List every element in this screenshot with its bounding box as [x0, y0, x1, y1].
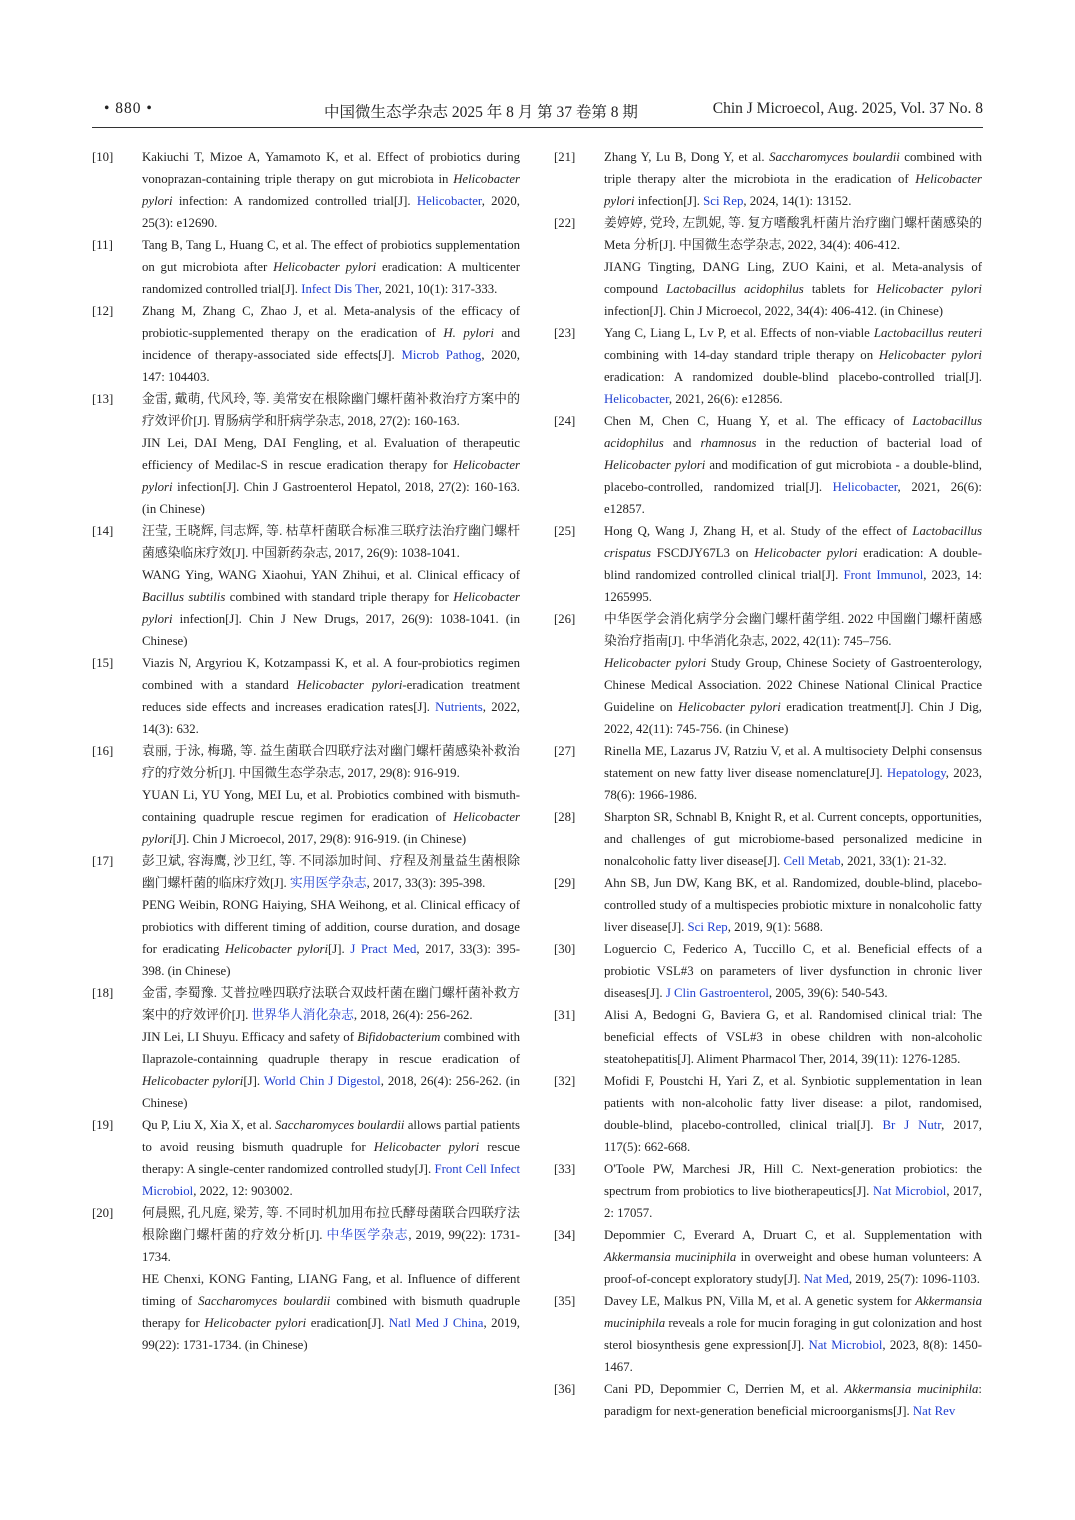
reference-text [142, 894, 520, 982]
text-segment: in the reduction of bacterial load of [756, 436, 982, 450]
text-segment: , 2021, 26(6): e12856. [668, 392, 783, 406]
text-segment: Rinella ME, Lazarus JV, Ratziu V, et al. A multisociety Delphi consensus statement on new fatty liver disease nomenclature[J]. [604, 744, 982, 780]
text-segment: [J]. Chin J Microecol, 2017, 29(8): 916-919. (in Chinese) [172, 832, 467, 846]
reference-text [142, 234, 520, 300]
journal-link[interactable]: Cell Metab [783, 854, 841, 868]
page-number: • 880 • [104, 100, 153, 117]
journal-link[interactable]: World Chin J Digestol [263, 1074, 381, 1088]
text-segment: JIN Lei, DAI Meng, DAI Fengling, et al. Evaluation of therapeutic efficiency of Medilac-S in rescue eradication therapy for [142, 436, 520, 472]
reference-item [92, 982, 522, 1114]
text-segment: , 2021, 26(6): e12857. [604, 480, 982, 516]
page-header [92, 98, 983, 126]
species-name: Helicobacter pylori [225, 942, 329, 956]
species-name: Helicobacter pylori [142, 172, 520, 208]
text-segment: PENG Weibin, RONG Haiying, SHA Weihong, et al. Clinical efficacy of probiotics with different timing of addition, course duration, and dosage for eradicating [142, 898, 520, 956]
text-segment: JIANG Tingting, DANG Ling, ZUO Kaini, et al. Meta-analysis of compound [604, 260, 982, 296]
reference-text [604, 872, 982, 938]
text-segment: 姜婷婷, 党玲, 左凯妮, 等. 复方嗜酸乳杆菌片治疗幽门螺杆菌感染的 Meta 分析[J]. 中国微生态学杂志, 2022, 34(4): 406-412. [604, 216, 982, 252]
reference-item [92, 146, 522, 234]
text-segment: , 2019, 99(22): 1731-1734. (in Chinese) [142, 1316, 520, 1352]
journal-title-english: Chin J Microecol, Aug. 2025, Vol. 37 No. 8 [712, 100, 983, 117]
reference-item [554, 1224, 984, 1290]
reference-text [142, 652, 520, 740]
species-name: Lactobacillus acidophilus [666, 282, 804, 296]
reference-item [554, 146, 984, 212]
reference-number: [14] [92, 524, 114, 538]
reference-text [604, 652, 982, 740]
text-segment: , 2020, 25(3): e12690. [142, 194, 520, 230]
reference-text [142, 432, 520, 520]
reference-text [142, 520, 520, 564]
reference-number: [17] [92, 854, 114, 868]
text-segment: , 2021, 33(1): 21-32. [840, 854, 947, 868]
text-segment: 彭卫斌, 容海鹰, 沙卫红, 等. 不同添加时间、疗程及剂量益生菌根除幽门螺杆菌的临床疗效[J]. [142, 854, 520, 890]
text-segment: infection: A randomized controlled trial[J]. [172, 194, 417, 208]
journal-link[interactable]: Hepatology [886, 766, 946, 780]
journal-link[interactable]: Nat Microbiol [808, 1338, 883, 1352]
reference-number: [13] [92, 392, 114, 406]
reference-text [604, 1224, 982, 1290]
reference-item [554, 1158, 984, 1224]
reference-number: [20] [92, 1206, 114, 1220]
journal-link[interactable]: Nat Rev [912, 1404, 956, 1418]
reference-text [604, 1378, 982, 1422]
text-segment: combined with triple therapy alter the microbiota in the eradication of [604, 150, 982, 186]
reference-text [142, 1026, 520, 1114]
text-segment: , 2017, 117(5): 662-668. [604, 1118, 982, 1154]
text-segment: combined with Ilaprazole-containning quadruple therapy in rescue eradication of [142, 1030, 520, 1066]
text-segment: Hong Q, Wang J, Zhang H, et al. Study of the effect of [604, 524, 913, 538]
text-segment: , 2019, 99(22): 1731-1734. [142, 1228, 521, 1264]
text-segment: Loguercio C, Federico A, Tuccillo C, et al. Beneficial effects of a probiotic VSL#3 on parameters of liver dysfunction in chronic liver diseases[J]. [604, 942, 982, 1000]
species-name: Helicobacter pylori [604, 656, 707, 670]
reference-item [92, 1202, 522, 1356]
reference-number: [15] [92, 656, 114, 670]
text-segment: YUAN Li, YU Yong, MEI Lu, et al. Probiotics combined with bismuth-containing quadruple rescue regimen for eradication of [142, 788, 520, 824]
reference-text [604, 806, 982, 872]
journal-link[interactable]: J Clin Gastroenterol [665, 986, 769, 1000]
text-segment: JIN Lei, LI Shuyu. Efficacy and safety of [142, 1030, 358, 1044]
text-segment: 汪莹, 王晓辉, 闫志辉, 等. 枯草杆菌联合标准三联疗法治疗幽门螺杆菌感染临床疗效[J]. 中国新药杂志, 2017, 26(9): 1038-1041. [142, 524, 520, 560]
reference-text [142, 1268, 520, 1356]
species-name: Helicobacter pylori [142, 590, 520, 626]
species-name: Akkermansia muciniphila [604, 1250, 737, 1264]
reference-number: [11] [92, 238, 113, 252]
reference-item [92, 850, 522, 982]
text-segment: , 2017, 33(3): 395-398. (in Chinese) [142, 942, 520, 978]
species-name: Saccharomyces boulardii [198, 1294, 331, 1308]
text-segment: eradication treatment[J]. Chin J Dig, 2022, 42(11): 745-756. (in Chinese) [604, 700, 982, 736]
text-segment: [J]. [328, 942, 351, 956]
reference-number: [26] [554, 612, 576, 626]
species-name: Akkermansia muciniphila [844, 1382, 979, 1396]
reference-item [554, 806, 984, 872]
text-segment: infection[J]. [634, 194, 704, 208]
text-segment: , 2023, 14: 1265995. [604, 568, 982, 604]
reference-item [92, 234, 522, 300]
species-name: Akkermansia muciniphila [604, 1294, 982, 1330]
text-segment: 中华医学会消化病学分会幽门螺杆菌学组. 2022 中国幽门螺杆菌感染治疗指南[J]. 中华消化杂志, 2022, 42(11): 745–756. [604, 612, 982, 648]
journal-link[interactable]: 实用医学杂志 [289, 876, 367, 890]
reference-number: [25] [554, 524, 576, 538]
reference-text [604, 520, 982, 608]
reference-text [604, 212, 982, 256]
reference-text [142, 982, 520, 1026]
species-name: Helicobacter pylori [604, 458, 706, 472]
text-segment: 袁丽, 于泳, 梅璐, 等. 益生菌联合四联疗法对幽门螺杆菌感染补救治疗的疗效分析[J]. 中国微生态学杂志, 2017, 29(8): 916-919. [142, 744, 520, 780]
reference-text [142, 1202, 520, 1268]
text-segment: , 2022, 12: 903002. [193, 1184, 293, 1198]
journal-link[interactable]: Helicobacter [416, 194, 482, 208]
species-name: Helicobacter pylori [204, 1316, 307, 1330]
text-segment: Cani PD, Depommier C, Derrien M, et al. [604, 1382, 845, 1396]
reference-item [554, 740, 984, 806]
text-segment: eradication: A multicenter randomized controlled trial[J]. [142, 260, 520, 296]
journal-link[interactable]: Sci Rep [687, 920, 728, 934]
reference-number: [21] [554, 150, 576, 164]
reference-number: [29] [554, 876, 576, 890]
journal-link[interactable]: Front Cell Infect Microbiol [142, 1162, 520, 1198]
text-segment: infection[J]. Chin J New Drugs, 2017, 26(9): 1038-1041. (in Chinese) [142, 612, 520, 648]
text-segment: Study Group, Chinese Society of Gastroenterology, Chinese Medical Association. 2022 Chinese National Clinical Practice Guideline on [604, 656, 982, 714]
reference-text [604, 1158, 982, 1224]
reference-item [554, 1070, 984, 1158]
text-segment: , 2017, 33(3): 395-398. [366, 876, 486, 890]
reference-text [604, 740, 982, 806]
reference-column-right [554, 146, 984, 1422]
reference-item [92, 388, 522, 520]
reference-item [554, 410, 984, 520]
reference-number: [32] [554, 1074, 576, 1088]
text-segment: reveals a role for mucin foraging in gut colonization and host sterol biosynthesis gene expression[J]. [604, 1316, 982, 1352]
reference-number: [30] [554, 942, 576, 956]
journal-link[interactable]: Nutrients [435, 700, 483, 714]
journal-link[interactable]: Infect Dis Ther [301, 282, 379, 296]
reference-number: [34] [554, 1228, 576, 1242]
text-segment: , 2017, 2: 17057. [604, 1184, 982, 1220]
species-name: Helicobacter pylori [876, 282, 982, 296]
text-segment: Zhang M, Zhang C, Zhao J, et al. Meta-analysis of the efficacy of probiotic-supplemented therapy on the eradication of [142, 304, 520, 340]
reference-text [604, 322, 982, 410]
text-segment: : paradigm for next-generation beneficial microorganisms[J]. [604, 1382, 982, 1418]
text-segment: , 2022, 14(3): 632. [142, 700, 520, 736]
text-segment: eradication[J]. [306, 1316, 389, 1330]
text-segment: and [663, 436, 701, 450]
reference-item [92, 652, 522, 740]
journal-link[interactable]: Helicobacter [832, 480, 898, 494]
journal-link[interactable]: Microb Pathog [401, 348, 482, 362]
reference-text [604, 1004, 982, 1070]
reference-text [604, 410, 982, 520]
text-segment: 金雷, 李蜀豫. 艾普拉唑四联疗法联合双歧杆菌在幽门螺杆菌补救方案中的疗效评价[J]. [142, 986, 520, 1022]
reference-number: [19] [92, 1118, 114, 1132]
species-name: Helicobacter pylori [142, 458, 520, 494]
species-name: Helicobacter pylori [142, 1074, 244, 1088]
reference-number: [10] [92, 150, 114, 164]
text-segment: combining with 14-day standard triple therapy on [604, 348, 879, 362]
text-segment: , 2019, 25(7): 1096-1103. [848, 1272, 980, 1286]
text-segment: Alisi A, Bedogni G, Baviera G, et al. Randomised clinical trial: The beneficial effects of VSL#3 in obese children with non-alcoholic steatohepatitis[J]. Aliment Pharmacol Ther, 2014, 39(11): 1276-1285. [604, 1008, 982, 1066]
text-segment: HE Chenxi, KONG Fanting, LIANG Fang, et al. Influence of different timing of [142, 1272, 520, 1308]
journal-link[interactable]: Nat Microbiol [873, 1184, 947, 1198]
reference-number: [33] [554, 1162, 576, 1176]
reference-number: [16] [92, 744, 114, 758]
reference-number: [27] [554, 744, 576, 758]
journal-link[interactable]: 中华医学杂志 [326, 1228, 409, 1242]
text-segment: Zhang Y, Lu B, Dong Y, et al. [604, 150, 770, 164]
text-segment: and modification of gut microbiota - a double-blind, placebo-controlled, randomized trial[J]. [604, 458, 982, 494]
species-name: Bifidobacterium [357, 1030, 441, 1044]
reference-item [554, 1004, 984, 1070]
species-name: rhamnosus [700, 436, 757, 450]
species-name: Lactobacillus acidophilus [604, 414, 982, 450]
species-name: Helicobacter pylori [273, 260, 377, 274]
reference-text [604, 1070, 982, 1158]
reference-item [92, 520, 522, 652]
reference-text [604, 256, 982, 322]
journal-link[interactable]: Natl Med J China [388, 1316, 484, 1330]
species-name: Saccharomyces boulardii [274, 1118, 405, 1132]
reference-text [604, 146, 982, 212]
reference-item [554, 608, 984, 740]
text-segment: Davey LE, Malkus PN, Villa M, et al. A genetic system for [604, 1294, 916, 1308]
journal-link[interactable]: Nat Med [803, 1272, 849, 1286]
text-segment: O'Toole PW, Marchesi JR, Hill C. Next-generation probiotics: the spectrum from probiotics to live biotherapeutics[J]. [604, 1162, 982, 1198]
reference-text [604, 938, 982, 1004]
text-segment: Mofidi F, Poustchi H, Yari Z, et al. Synbiotic supplementation in lean patients with non-alcoholic fatty liver disease: a pilot, randomised, double-blind, placebo-controlled, clinical trial[J]. [604, 1074, 982, 1132]
reference-text [142, 146, 520, 234]
reference-number: [23] [554, 326, 576, 340]
reference-item [92, 1114, 522, 1202]
reference-item [554, 212, 984, 322]
text-segment: infection[J]. Chin J Microecol, 2022, 34(4): 406-412. (in Chinese) [604, 304, 944, 318]
journal-link[interactable]: Front Immunol [843, 568, 924, 582]
reference-item [554, 520, 984, 608]
reference-column-left [92, 146, 522, 1356]
text-segment: eradication: A double-blind randomized controlled clinical trial[J]. [604, 546, 983, 582]
text-segment: Kakiuchi T, Mizoe A, Yamamoto K, et al. Effect of probiotics during vonoprazan-containing triple therapy on gut microbiota in [142, 150, 520, 186]
species-name: Bacillus subtilis [142, 590, 226, 604]
reference-text [142, 1114, 520, 1202]
journal-title-chinese: 中国微生态学杂志 2025 年 8 月 第 37 卷第 8 期 [324, 104, 638, 121]
text-segment: Qu P, Liu X, Xia X, et al. [142, 1118, 275, 1132]
text-segment: , 2024, 14(1): 13152. [743, 194, 852, 208]
header-divider [92, 127, 983, 128]
reference-number: [35] [554, 1294, 576, 1308]
reference-item [554, 1378, 984, 1422]
journal-link[interactable]: 世界华人消化杂志 [251, 1008, 354, 1022]
text-segment: rescue therapy: A single-center randomized controlled study[J]. [142, 1140, 520, 1176]
reference-text [142, 388, 520, 432]
text-segment: Depommier C, Everard A, Druart C, et al. Supplementation with [604, 1228, 982, 1242]
reference-number: [22] [554, 216, 576, 230]
journal-link[interactable]: Br J Nutr [882, 1118, 942, 1132]
species-name: Helicobacter pylori [296, 678, 403, 692]
reference-item [554, 1290, 984, 1378]
reference-text [604, 608, 982, 652]
text-segment: , 2023, 8(8): 1450-1467. [604, 1338, 982, 1374]
text-segment: , 2005, 39(6): 540-543. [768, 986, 888, 1000]
reference-item [554, 322, 984, 410]
text-segment: , 2018, 26(4): 256-262. (in Chinese) [142, 1074, 520, 1110]
reference-number: [24] [554, 414, 576, 428]
text-segment: allows partial patients to avoid reusing bismuth quadruple for [142, 1118, 521, 1154]
species-name: Helicobacter pylori [604, 172, 982, 208]
species-name: Lactobacillus crispatus [604, 524, 982, 560]
text-segment: WANG Ying, WANG Xiaohui, YAN Zhihui, et al. Clinical efficacy of [142, 568, 520, 582]
text-segment: tablets for [803, 282, 877, 296]
species-name: Helicobacter pylori [678, 700, 781, 714]
text-segment: , 2018, 26(4): 256-262. [353, 1008, 473, 1022]
species-name: Helicobacter pylori [754, 546, 858, 560]
text-segment: 何晨熙, 孔凡庭, 梁芳, 等. 不同时机加用布拉氏酵母菌联合四联疗法根除幽门螺杆菌的疗效分析[J]. [142, 1206, 520, 1242]
text-segment: eradication: A randomized double-blind placebo-controlled trial[J]. [604, 370, 982, 384]
text-segment: , 2021, 10(1): 317-333. [378, 282, 498, 296]
text-segment: -eradication treatment reduces side effects and increases eradication rates[J]. [142, 678, 521, 714]
reference-item [554, 938, 984, 1004]
text-segment: in overweight and obese human volunteers: A proof-of-concept exploratory study[J]. [604, 1250, 982, 1286]
text-segment: Sharpton SR, Schnabl B, Knight R, et al. Current concepts, opportunities, and challenges of gut microbiome-based personalized medicine in nonalcoholic fatty liver disease[J]. [604, 810, 982, 868]
species-name: Helicobacter pylori [142, 810, 520, 846]
text-segment: FSCDJY67L3 on [650, 546, 755, 560]
species-name: Lactobacillus reuteri [873, 326, 982, 340]
reference-item [92, 300, 522, 388]
species-name: Helicobacter pylori [878, 348, 982, 362]
journal-link[interactable]: Helicobacter [604, 392, 669, 406]
reference-text [142, 850, 520, 894]
text-segment: Viazis N, Argyriou K, Kotzampassi K, et al. A four-probiotics regimen combined with a standard [142, 656, 520, 692]
reference-number: [12] [92, 304, 114, 318]
reference-text [142, 740, 520, 784]
species-name: Helicobacter pylori [373, 1140, 480, 1154]
reference-number: [28] [554, 810, 576, 824]
text-segment: combined with bismuth quadruple therapy for [142, 1294, 520, 1330]
text-segment: 金雷, 戴萌, 代风玲, 等. 美常安在根除幽门螺杆菌补救治疗方案中的疗效评价[J]. 胃肠病学和肝病学杂志, 2018, 27(2): 160-163. [142, 392, 520, 428]
species-name: Saccharomyces boulardii [769, 150, 900, 164]
reference-item [92, 740, 522, 850]
text-segment: combined with standard triple therapy for [225, 590, 454, 604]
reference-text [142, 784, 520, 850]
species-name: H. pylori [443, 326, 494, 340]
journal-link[interactable]: J Pract Med [350, 942, 417, 956]
text-segment: and incidence of therapy-associated side effects[J]. [142, 326, 520, 362]
text-segment: Yang C, Liang L, Lv P, et al. Effects of non-viable [604, 326, 874, 340]
reference-text [142, 300, 520, 388]
reference-number: [18] [92, 986, 114, 1000]
text-segment: infection[J]. Chin J Gastroenterol Hepatol, 2018, 27(2): 160-163. (in Chinese) [142, 480, 520, 516]
text-segment: [J]. [243, 1074, 264, 1088]
text-segment: Ahn SB, Jun DW, Kang BK, et al. Randomized, double-blind, placebo-controlled study of a multispecies probiotic mixture in nonalcoholic fatty liver disease[J]. [604, 876, 982, 934]
reference-item [554, 872, 984, 938]
journal-link[interactable]: Sci Rep [703, 194, 744, 208]
text-segment: , 2023, 78(6): 1966-1986. [604, 766, 982, 802]
reference-number: [36] [554, 1382, 576, 1396]
text-segment: Chen M, Chen C, Huang Y, et al. The efficacy of [604, 414, 913, 428]
reference-number: [31] [554, 1008, 576, 1022]
text-segment: Tang B, Tang L, Huang C, et al. The effect of probiotics supplementation on gut microbiota after [142, 238, 520, 274]
reference-text [142, 564, 520, 652]
reference-text [604, 1290, 982, 1378]
text-segment: , 2020, 147: 104403. [142, 348, 520, 384]
text-segment: , 2019, 9(1): 5688. [727, 920, 823, 934]
